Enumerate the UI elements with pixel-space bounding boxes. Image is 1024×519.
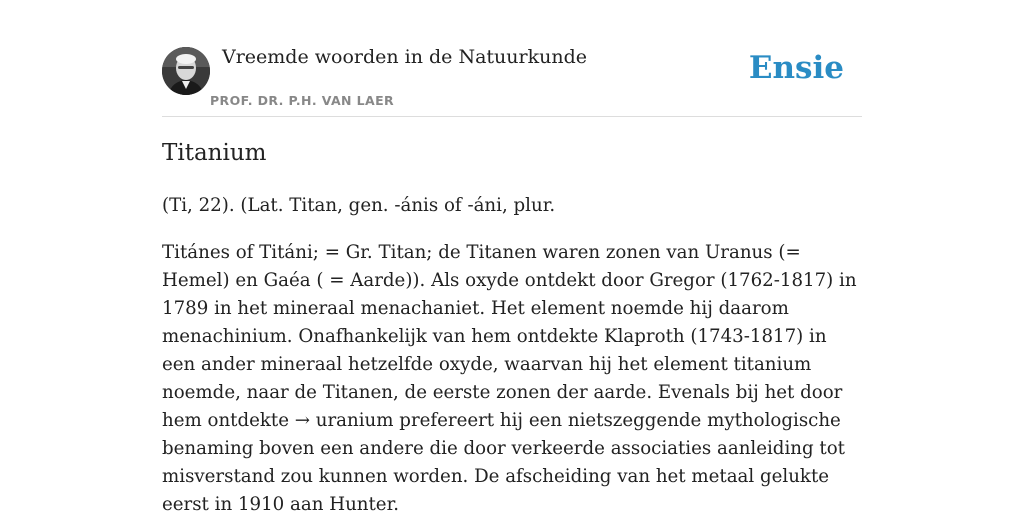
author-portrait-icon: [162, 47, 210, 95]
header: [162, 0, 862, 117]
entry-paragraph-2: Titánes of Titáni; = Gr. Titan; de Titanen waren zonen van Uranus (= Hemel) en Gaéa ( = Aarde)). Als oxyde ontdekt door Gregor (1762-1817) in 1789 in het mineraal menachaniet. Het element noemde hij daarom menachinium. Onafhankelijk van hem ontdekte Klaproth (1743-1817) in een ander mineraal hetzelfde oxyde, waarvan hij het element titanium noemde, naar de Titanen, de eerste zonen der aarde. Evenals bij het door hem ontdekte → uranium prefereert hij een nietszeggende mythologische benaming boven een andere die door verkeerde associaties aanleiding tot misverstand zou kunnen worden. De afscheiding van het metaal gelukte eerst in 1910 aan Hunter.: [162, 242, 857, 515]
book-title[interactable]: Vreemde woorden in de Natuurkunde: [222, 46, 587, 68]
ensie-logo[interactable]: Ensie: [748, 50, 844, 86]
author-name[interactable]: PROF. DR. P.H. VAN LAER: [210, 93, 395, 108]
entry-title: Titanium: [162, 140, 267, 166]
entry-paragraph-1: (Ti, 22). (Lat. Titan, gen. -ánis of -áni, plur.: [162, 195, 556, 216]
author-avatar[interactable]: [162, 47, 210, 95]
page: [162, 0, 862, 515]
